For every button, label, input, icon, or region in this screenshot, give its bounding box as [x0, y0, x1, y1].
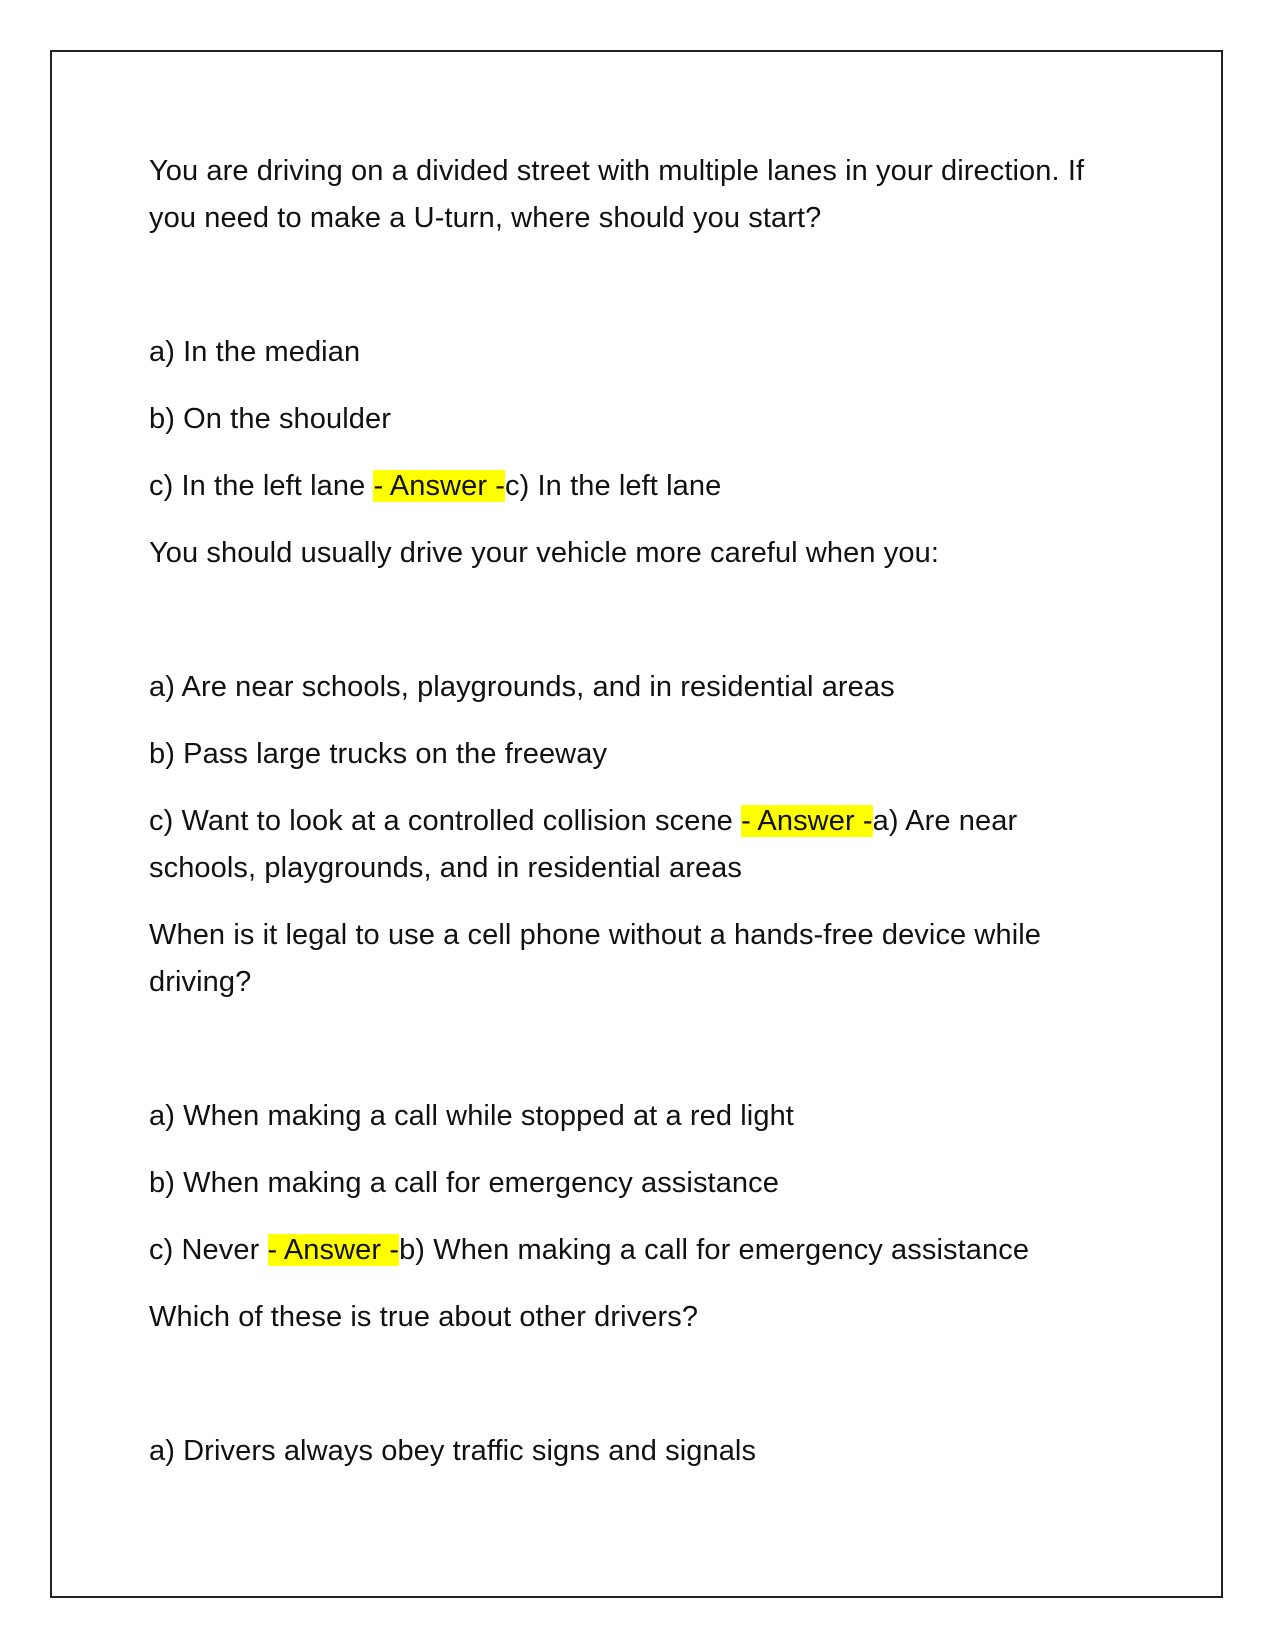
question-4-stem: Which of these is true about other drivers?: [149, 1301, 699, 1333]
question-2-option-c: [149, 798, 1119, 892]
answer-text: a) Are near schools, playgrounds, and in residential areas: [149, 805, 1018, 884]
question-3-option-c: [149, 1227, 1119, 1274]
answer-marker: - Answer -: [373, 470, 506, 502]
question-3-stem: When is it legal to use a cell phone without a hands-free device while driving?: [149, 919, 1042, 998]
answer-text: b) When making a call for emergency assistance: [399, 1234, 1030, 1266]
question-4-option-a: a) Drivers always obey traffic signs and signals: [149, 1435, 757, 1467]
spacer: [149, 577, 1119, 664]
answer-marker: - Answer -: [741, 805, 873, 837]
document-body: [149, 148, 1119, 1475]
question-2-option-a: a) Are near schools, playgrounds, and in residential areas: [149, 671, 895, 703]
option-text: c) Want to look at a controlled collision scene: [149, 805, 733, 837]
spacer: [149, 1006, 1119, 1093]
question-2-stem: You should usually drive your vehicle more careful when you:: [149, 537, 939, 569]
question-2-option-b: b) Pass large trucks on the freeway: [149, 738, 608, 770]
answer-text: c) In the left lane: [505, 470, 722, 502]
question-3-option-b: b) When making a call for emergency assistance: [149, 1167, 779, 1199]
option-text: c) Never: [149, 1234, 260, 1266]
question-1-stem: You are driving on a divided street with multiple lanes in your direction. If you need to make a U-turn, where should you start?: [149, 155, 1085, 234]
spacer: [149, 242, 1119, 329]
question-1-option-a: a) In the median: [149, 336, 361, 368]
question-1-option-c: [149, 463, 1119, 510]
option-text: c) In the left lane: [149, 470, 366, 502]
question-3-option-a: a) When making a call while stopped at a red light: [149, 1100, 794, 1132]
spacer: [149, 1341, 1119, 1428]
question-1-option-b: b) On the shoulder: [149, 403, 391, 435]
answer-marker: - Answer -: [267, 1234, 400, 1266]
